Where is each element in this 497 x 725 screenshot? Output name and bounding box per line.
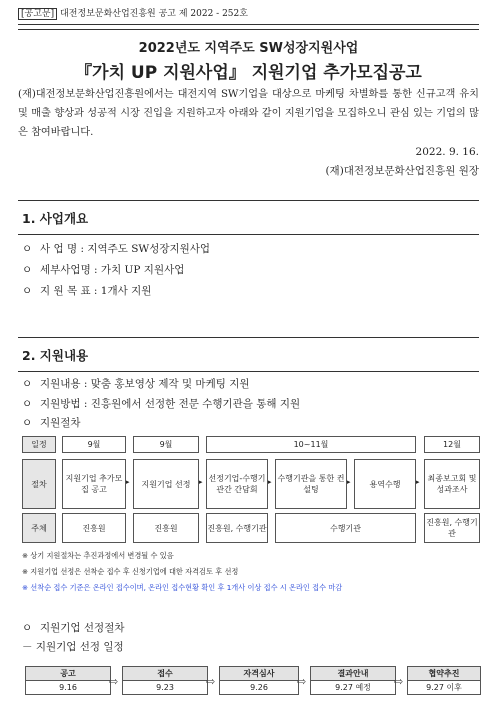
schedule-step — [25, 666, 111, 695]
owner-cell: 진흥원, 수행기관 — [424, 513, 480, 543]
list-item: ㅇ 사 업 명 : 지역주도 SW성장지원사업 — [22, 243, 211, 255]
process-step: 지원기업 추가모집 공고 — [62, 459, 126, 509]
list-item: ㅇ 지원절차 — [22, 417, 81, 429]
schedule-cell: 10~11월 — [206, 436, 416, 453]
row-label-steps: 절차 — [22, 459, 56, 509]
step-label: 협약추진 — [408, 667, 480, 681]
list-item: ㅇ 세부사업명 : 가치 UP 지원사업 — [22, 264, 185, 276]
owner-cell: 진흥원 — [133, 513, 199, 543]
title-line-2: 『가치 UP 지원사업』 지원기업 추가모집공고 — [75, 63, 422, 83]
owner-cell: 진흥원, 수행기관 — [206, 513, 268, 543]
step-label: 공고 — [26, 667, 110, 681]
step-date: 9.23 — [156, 683, 174, 692]
triangle-right-icon: ▸ — [347, 478, 351, 486]
arrow-right-icon: ⇨ — [109, 675, 119, 688]
process-step: 선정기업-수행기관간 간담회 — [206, 459, 268, 509]
section-1-title: 1. 사업개요 — [22, 211, 89, 226]
list-item: ㅇ 지원기업 선정절차 — [22, 622, 125, 634]
schedule-step — [310, 666, 396, 695]
schedule-cell: 9월 — [62, 436, 126, 453]
step-date: 9.26 — [250, 683, 268, 692]
notice-date: 2022. 9. 16. — [415, 146, 479, 158]
schedule-step — [219, 666, 299, 695]
notice-number: 대전정보문화산업진흥원 공고 제 2022 - 252호 — [60, 9, 248, 19]
owner-cell: 수행기관 — [275, 513, 416, 543]
list-item: ㅇ 지원방법 : 진흥원에서 선정한 전문 수행기관을 통해 지원 — [22, 398, 301, 410]
row-label-schedule: 일정 — [22, 436, 56, 453]
row-label-owner: 주체 — [22, 513, 56, 543]
process-step: 지원기업 선정 — [133, 459, 199, 509]
notice-organization: (재)대전정보문화산업진흥원 원장 — [325, 165, 479, 177]
schedule-step — [407, 666, 481, 695]
note: ※ 지원기업 선정은 선착순 접수 후 신청기업에 대한 자격검토 후 선정 — [22, 567, 239, 576]
step-date: 9.27 예정 — [335, 683, 371, 692]
step-label: 접수 — [123, 667, 207, 681]
arrow-right-icon: ⇨ — [394, 675, 404, 688]
note-highlight: ※ 선착순 접수 기준은 온라인 접수이며, 온라인 접수현황 확인 후 1개사 이상 접수 시 온라인 접수 마감 — [22, 583, 343, 592]
schedule-step — [122, 666, 208, 695]
intro-paragraph: (재)대전정보문화산업진흥원에서는 대전지역 SW기업을 대상으로 마케팅 차별화를 통한 신규고객 유치 및 매출 향상과 성공적 시장 진입을 지원하고자 아래와 같이 지원기업을 모집하오니 관심 있는 기업의 많은 참여바랍니다. — [18, 89, 479, 138]
title-line-1: 2022년도 지역주도 SW성장지원사업 — [138, 41, 359, 56]
triangle-right-icon: ▸ — [268, 478, 272, 486]
divider — [18, 29, 479, 30]
list-item: ㅇ 지원내용 : 맞춤 홍보영상 제작 및 마케팅 지원 — [22, 378, 250, 390]
note: ※ 상기 지원절차는 추진과정에서 변경될 수 있음 — [22, 551, 174, 560]
arrow-right-icon: ⇨ — [297, 675, 307, 688]
step-date: 9.27 이후 — [426, 683, 462, 692]
schedule-cell: 12월 — [424, 436, 480, 453]
step-date: 9.16 — [59, 683, 77, 692]
notice-header — [18, 6, 248, 19]
notice-tag: [공고문] — [18, 8, 57, 20]
process-step: 최종보고회 및 성과조사 — [424, 459, 480, 509]
sub-heading: － 지원기업 선정 일정 — [22, 641, 124, 653]
triangle-right-icon: ▸ — [126, 478, 130, 486]
list-item: ㅇ 지 원 목 표 : 1개사 지원 — [22, 285, 152, 297]
owner-cell: 진흥원 — [62, 513, 126, 543]
process-step: 용역수행 — [354, 459, 416, 509]
triangle-right-icon: ▸ — [199, 478, 203, 486]
arrow-right-icon: ⇨ — [206, 675, 216, 688]
section-2-title: 2. 지원내용 — [22, 348, 89, 363]
step-label: 결과안내 — [311, 667, 395, 681]
schedule-cell: 9월 — [133, 436, 199, 453]
triangle-right-icon: ▸ — [416, 478, 420, 486]
process-step: 수행기관을 통한 컨설팅 — [275, 459, 347, 509]
divider — [18, 24, 479, 25]
step-label: 자격심사 — [220, 667, 298, 681]
